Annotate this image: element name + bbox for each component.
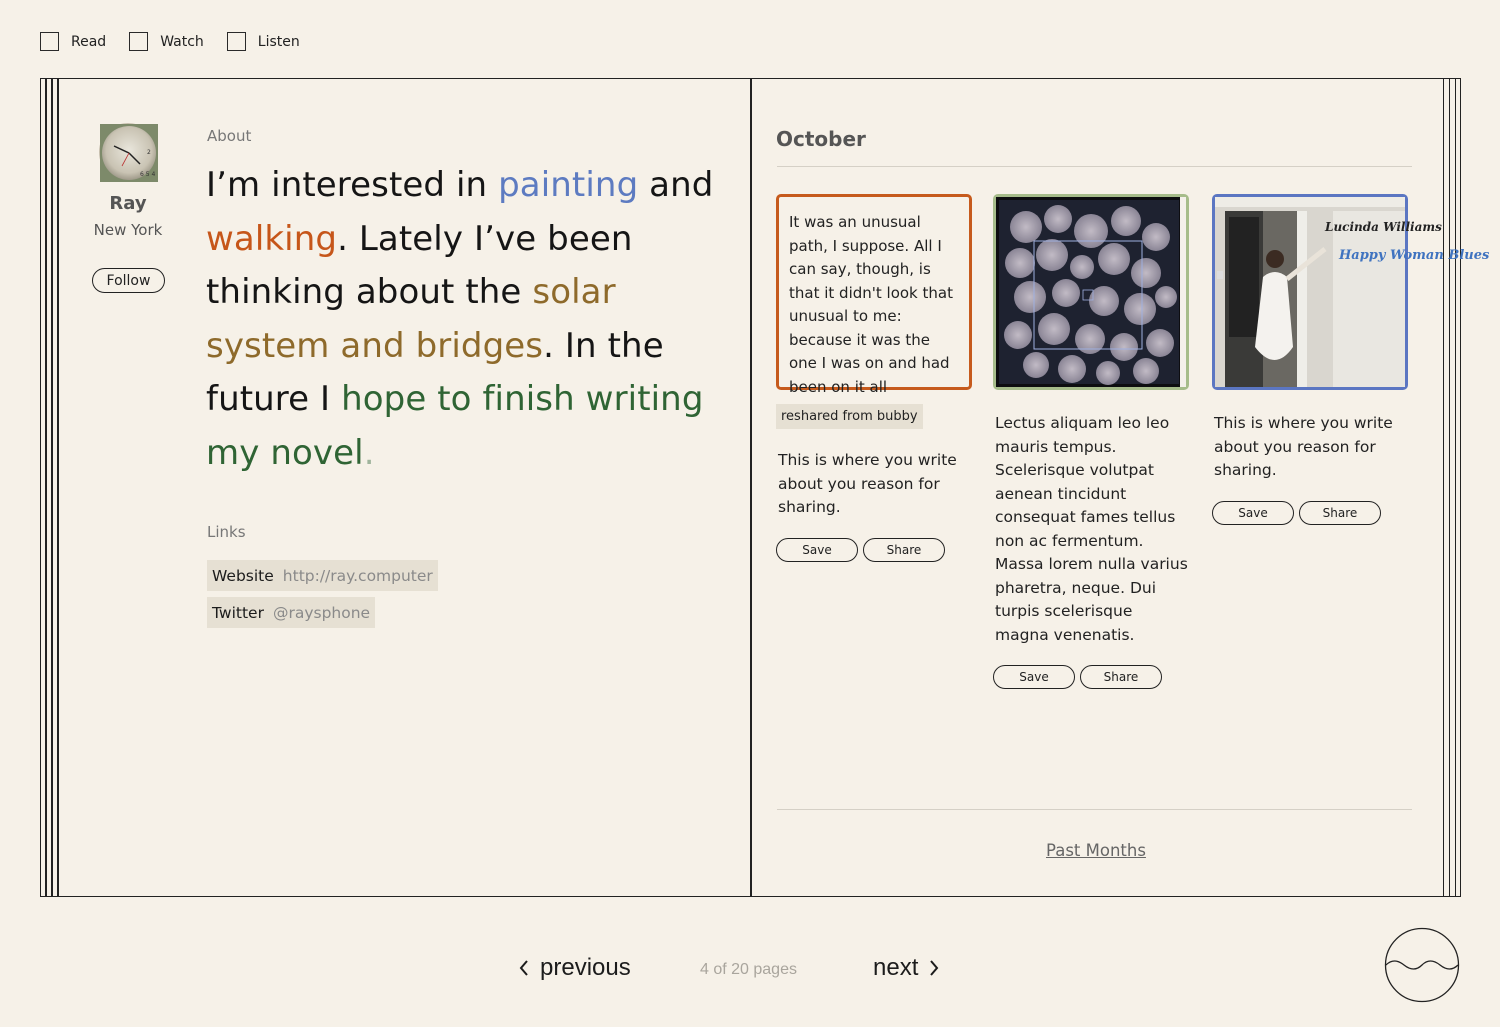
card-actions xyxy=(776,538,974,562)
bio-thinking-topic: solar system and bridges xyxy=(206,272,616,366)
svg-text:2: 2 xyxy=(147,149,151,156)
book-spread xyxy=(40,78,1490,897)
clock-avatar-icon[interactable] xyxy=(99,123,157,181)
watch-checkbox[interactable] xyxy=(129,32,148,51)
filter-listen-label: Listen xyxy=(257,33,300,50)
bio-segment: I’m interested in xyxy=(206,165,499,205)
share-button[interactable]: Share xyxy=(863,538,945,562)
follow-button[interactable]: Follow xyxy=(92,268,165,293)
twitter-link[interactable] xyxy=(207,597,375,628)
page-indicator: 4 of 20 pages xyxy=(700,961,797,978)
bio-text xyxy=(206,159,726,480)
website-link-url: http://ray.computer xyxy=(282,566,433,585)
filter-read[interactable] xyxy=(40,32,106,51)
right-page-edge xyxy=(1449,79,1451,896)
next-page-button[interactable] xyxy=(873,954,940,982)
profile-location: New York xyxy=(93,221,163,239)
album-cover-thumbnail[interactable] xyxy=(1212,194,1490,390)
filter-listen[interactable] xyxy=(227,32,300,51)
svg-text:6 5 4: 6 5 4 xyxy=(140,171,156,178)
bio-end-period: . xyxy=(363,432,375,473)
listen-checkbox[interactable] xyxy=(227,32,246,51)
card-actions xyxy=(1212,501,1410,525)
bio-segment: . In the future I xyxy=(206,325,664,419)
save-button[interactable]: Save xyxy=(1212,501,1294,525)
wave-logo-icon[interactable] xyxy=(1384,927,1460,1003)
bubbles-photo xyxy=(996,197,1186,387)
right-page-edge xyxy=(1443,79,1445,896)
website-link[interactable] xyxy=(207,560,438,591)
website-link-label: Website xyxy=(212,566,274,585)
bio-segment: . Lately I’ve been thinking about the xyxy=(206,218,633,312)
album-cover-art xyxy=(1215,197,1490,387)
footer-divider xyxy=(777,809,1412,810)
bubbles-image-thumbnail[interactable] xyxy=(993,194,1189,390)
shared-card-text xyxy=(776,194,974,562)
bio-future-goal: hope to finish writing my novel xyxy=(206,379,704,473)
text-excerpt-thumbnail[interactable] xyxy=(776,194,972,396)
save-button[interactable]: Save xyxy=(993,665,1075,689)
month-title: October xyxy=(776,127,866,151)
left-page-edge xyxy=(51,79,53,896)
bio-interest-painting: painting xyxy=(498,165,639,205)
profile-name: Ray xyxy=(109,193,147,214)
shared-card-album xyxy=(1212,194,1490,525)
card-description: This is where you write about you reason for sharing. xyxy=(1214,414,1393,479)
twitter-link-label: Twitter xyxy=(212,603,264,622)
twitter-link-handle: @raysphone xyxy=(272,603,371,622)
card-description: Lectus aliquam leo leo mauris tempus. Scelerisque volutpat aenean tincidunt consequat fames tellus non ac fermentum. Massa lorem nulla varius pharetra, neque. Dui turpis scelerisque magna venenatis. xyxy=(995,414,1188,644)
card-actions xyxy=(993,665,1191,689)
save-button[interactable]: Save xyxy=(776,538,858,562)
card-description: This is where you write about you reason for sharing. xyxy=(778,451,957,516)
bio-interest-walking: walking xyxy=(206,218,338,259)
chevron-left-icon xyxy=(518,958,530,978)
album-title: Happy Woman Blues xyxy=(1339,248,1490,263)
next-label: next xyxy=(873,954,919,981)
right-page-edge xyxy=(1455,79,1457,896)
share-button[interactable]: Share xyxy=(1299,501,1381,525)
share-button[interactable]: Share xyxy=(1080,665,1162,689)
book-spine xyxy=(750,79,752,896)
reshared-tag[interactable]: reshared from bubby xyxy=(776,404,923,429)
media-filters xyxy=(40,32,323,51)
filter-watch-label: Watch xyxy=(160,33,204,50)
bio-segment: and xyxy=(638,165,714,205)
left-page-edge xyxy=(45,79,47,896)
about-label: About xyxy=(207,127,252,145)
filter-read-label: Read xyxy=(71,33,107,50)
links-label: Links xyxy=(207,523,246,541)
month-divider xyxy=(777,166,1412,167)
shared-card-image xyxy=(993,194,1191,689)
previous-label: previous xyxy=(540,954,631,981)
filter-watch[interactable] xyxy=(129,32,204,51)
read-checkbox[interactable] xyxy=(40,32,59,51)
past-months-link[interactable]: Past Months xyxy=(1046,841,1146,860)
album-artist: Lucinda Williams xyxy=(1325,220,1442,234)
left-page-edge xyxy=(57,79,59,896)
previous-page-button[interactable] xyxy=(518,954,631,982)
excerpt-text: It was an unusual path, I suppose. All I can say, though, is that it didn't look that unusual to me: because it was the one I was on and had been on it all xyxy=(789,213,953,396)
chevron-right-icon xyxy=(928,958,940,978)
